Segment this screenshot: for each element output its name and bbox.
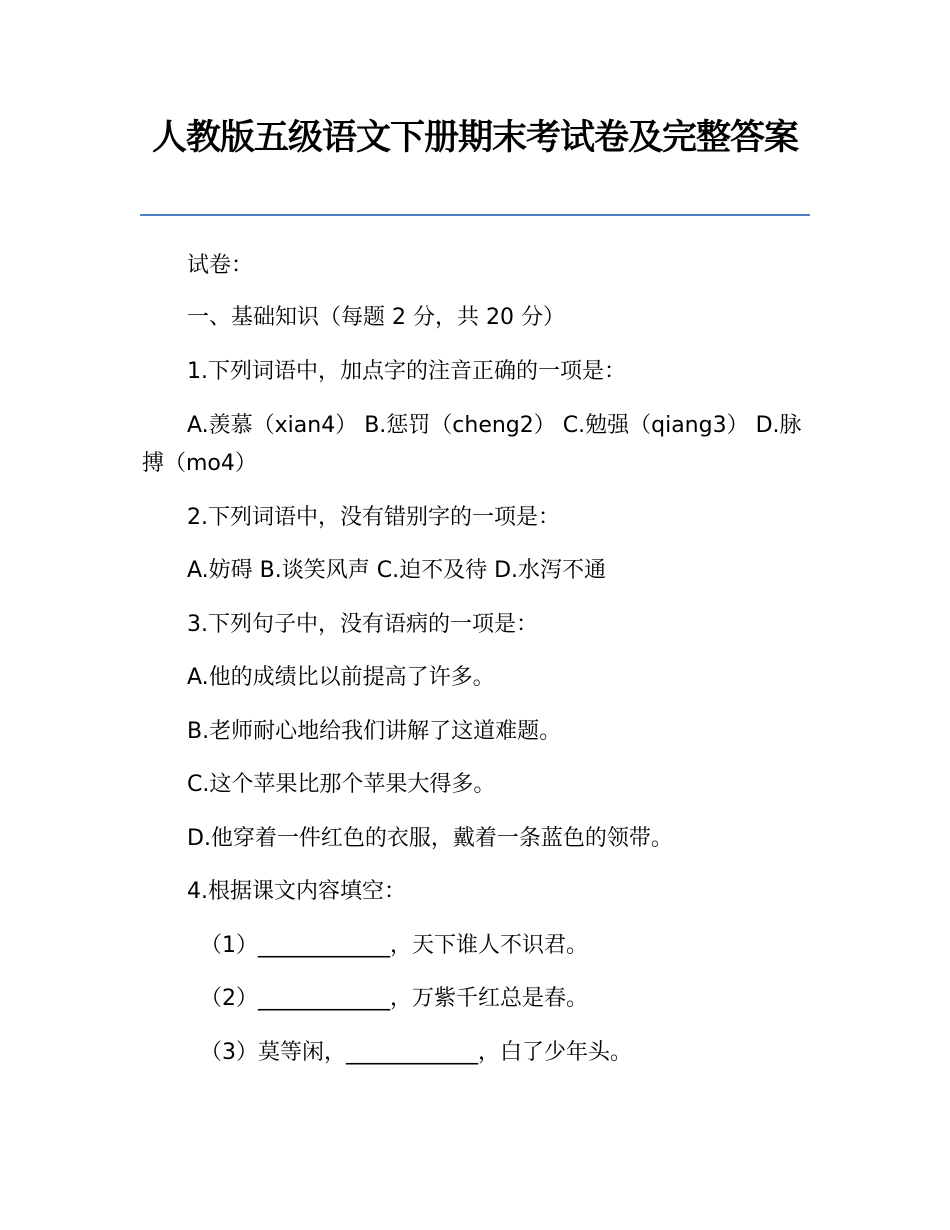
- question-2-options: A.妨碍 B.谈笑风声 C.迫不及待 D.水泻不通: [187, 558, 607, 583]
- question-4: 4.根据课文内容填空：: [187, 879, 406, 904]
- fill-blank-1: （1）____________，天下谁人不识君。: [200, 933, 588, 958]
- question-1: 1.下列词语中，加点字的注音正确的一项是：: [187, 359, 626, 384]
- fill-blank-3: （3）莫等闲，____________，白了少年头。: [200, 1040, 632, 1065]
- question-1-options: A.羡慕（xian4） B.惩罚（cheng2） C.勉强（qiang3） D.脉搏（mo4）: [142, 413, 802, 476]
- question-3-option-b: B.老师耐心地给我们讲解了这道难题。: [187, 719, 562, 744]
- title-divider: [140, 214, 810, 216]
- section-heading: 一、基础知识（每题 2 分，共 20 分）: [187, 305, 565, 330]
- section-label: 试卷：: [187, 253, 254, 278]
- question-3-option-d: D.他穿着一件红色的衣服，戴着一条蓝色的领带。: [187, 826, 673, 851]
- fill-blank-2: （2）____________，万紫千红总是春。: [200, 986, 588, 1011]
- question-2: 2.下列词语中，没有错别字的一项是：: [187, 505, 560, 530]
- question-3-option-a: A.他的成绩比以前提高了许多。: [187, 665, 495, 690]
- question-3: 3.下列句子中，没有语病的一项是：: [187, 612, 538, 637]
- question-3-option-c: C.这个苹果比那个苹果大得多。: [187, 772, 496, 797]
- document-title: 人教版五级语文下册期末考试卷及完整答案: [151, 118, 798, 158]
